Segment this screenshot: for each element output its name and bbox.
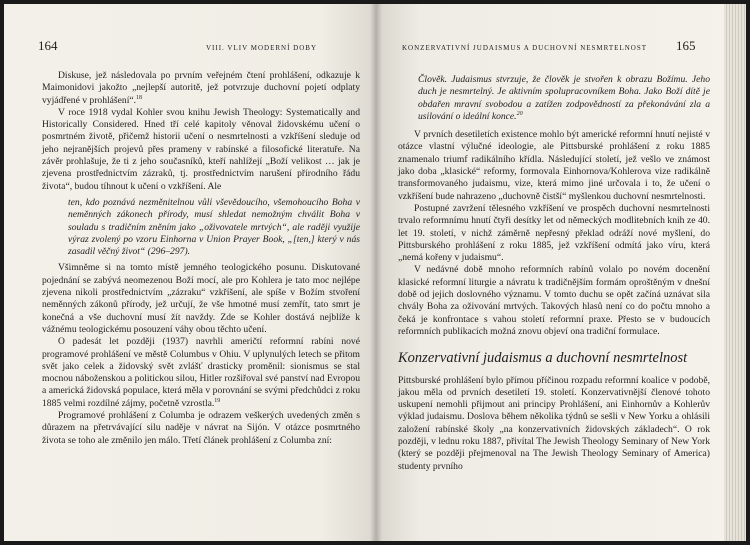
right-page	[376, 4, 746, 541]
paragraph: Programové prohlášení z Columba je odrazem veškerých uvedených změn s důrazem na přetrvávající silu naděje v návrat na Sijón. V otázce posmrtného života se toho ale změnilo jen málo. Třetí článek prohlášení z Columba zní:	[42, 410, 360, 446]
paragraph: Všimněme si na tomto místě jemného teologického posunu. Diskutované pojednání se zabývá neomezenou Boží mocí, ale pro Kohlera je tato moc nejlépe zjevena nikoli prostřednictvím „zázraku“ vzkříšení, ale spíše v Božím stvoření neměnných zákonů přírody, jež určují, že vše hmotné musí zemřít, tato smrt je konečná a vše duchovní musí žít navždy. Zde se Kohler dostává nejblíže k vážnému teologickému posouzení váhy obou těchto učení.	[42, 262, 360, 335]
book-gutter	[370, 4, 382, 541]
book-spread	[4, 4, 746, 541]
paragraph: V nedávné době mnoho reformních rabínů volalo po novém docenění klasické reformní liturgie a návratu k tradičnějším formám oproštěným v dnešní době od jejich doslovného významu. V tomto duchu se opět začíná uznávat sila chvály Boha za oživování mrtvých. Takových hlasů není co do počtu mnoho a čeká je konfrontace s vahou století reformní praxe. Přesto se v budoucích reformních publikacích možná znovu objeví ona tradiční formulace.	[398, 264, 710, 337]
text-column	[398, 70, 710, 473]
page-edges	[724, 4, 746, 541]
section-heading: Konzervativní judaismus a duchovní nesmrtelnost	[398, 350, 688, 367]
footnote-ref: 18	[136, 94, 143, 101]
page-number: 164	[38, 38, 58, 53]
paragraph: Pittsburské prohlášení bylo přímou příčinou rozpadu reformní koalice v podobě, jakou měla od prvních desetiletí 19. století. Konzervativnější členové tohoto uskupení nemohli přijmout ani principy Prohlášení, ani Einhornův a Kohlerův výklad judaismu. Doslova během několika týdnů se sešli v New Yorku a ohlásili založení rabínské školy „na konzervativních židovských základech“. O rok později, v lednu roku 1887, přivítal The Jewish Theology Seminary of New York (který se později přejmenoval na The Jewish Theology Seminary of America) studenty prvního	[398, 374, 710, 472]
block-quote: Člověk. Judaismus stvrzuje, že člověk je stvořen k obrazu Božímu. Jeho duch je nesmrtelný. Je aktivním spolupracovníkem Boha. Jako Boží dítě je obdařen mravní svobodou a zatížen zodpovědností za překonávání zla a usilování o ideální konce.$^{20}$	[418, 74, 710, 122]
text-column	[42, 70, 360, 447]
page-number: 165	[676, 38, 696, 53]
paragraph: Postupné zavržení tělesného vzkříšení ve prospěch duchovní nesmrtelnosti trvalo reformnímu hnutí čtyři desítky let od německých modlitebních knih ze 40. let 19. století, v nichž záměrně nepřesný překlad odráží nové myšlení, do Pittsburského prohlášení z roku 1885, jež vzkříšení odmítá jako víru, která „nemá kořeny v judaismu“.	[398, 202, 710, 264]
footnote-ref: 20	[516, 110, 523, 117]
paragraph: V prvních desetiletích existence mohlo být americké reformní hnutí nejisté v otázce vlastní výlučné ideologie, ale Pittsburské prohlášení z roku 1885 znamenalo triumf radikálního křídla. Následující století, jež vešlo ve známost jako doba „klasické“ reformy, formovala Einhornova/Kohlerova vize radikálně transformovaného judaismu, vize, která mimo jiné určovala i to, že učení o vzkříšení bude nahrazeno „duchovně čistší“ myšlenkou duchovní nesmrtelnosti.	[398, 129, 710, 202]
paragraph: V roce 1918 vydal Kohler svou knihu Jewish Theology: Systematically and Historically Considered. Hned tří celé kapitoly věnoval židovskému učení o posmrtném životě, přičemž historii učení o nesmrtelnosti a vzkříšení sleduje od jeho nejranějších projevů přes prameny v rabínské a filosofické literatuře. Na závěr prohlašuje, že ti z jeho současníků, kteří nahlížejí „Boží velikost … jak je zjevena prostřednictvím zázraků, tj. prostřednictvím narušení přírodního řádu života“, budou tíhnout k učení o vzkříšení. Ale	[42, 106, 360, 192]
left-page	[4, 4, 376, 541]
running-head: KONZERVATIVNÍ JUDAISMUS A DUCHOVNÍ NESMRTELNOST	[402, 44, 648, 52]
paragraph: O padesát let později (1937) navrhli američtí reformní rabíni nové programové prohlášení ve městě Columbus v Ohiu. V uplynulých letech se přitom svět jako celek a židovský svět zvlášť drasticky proměnil: sionismus se stal mocnou náboženskou a politickou silou, Hitler rozšiřoval své panství nad Evropou a americká židovská populace, která měla v porovnání se svými předchůdci z roku 1885 velmi rozdílné zájmy, početně vzrostla.$^{19}$	[42, 336, 360, 409]
running-head: VIII. VLIV MODERNÍ DOBY	[206, 44, 318, 52]
paragraph: Diskuse, jež následovala po prvním veřejném čtení prohlášení, odkazuje k Maimonidovi jakožto „nejlepší autoritě, jež potvrzuje duchovní pojetí odplaty vyjádřené v prohlášení“.$^{18}$	[42, 70, 360, 106]
footnote-ref: 19	[214, 397, 221, 404]
block-quote: ten, kdo poznává nezměnitelnou vůli vševědoucího, všemohoucího Boha v neměnných zákonech přírody, musí shledat nemožným chválit Boha v souladu s tradičním zněním jako „oživovatele mrtvých“, ale raději využije výraz zvolený po vzoru Einhorna v Union Prayer Book, „[ten,] který v nás zasadil věčný život“ (296–297).	[68, 196, 360, 258]
